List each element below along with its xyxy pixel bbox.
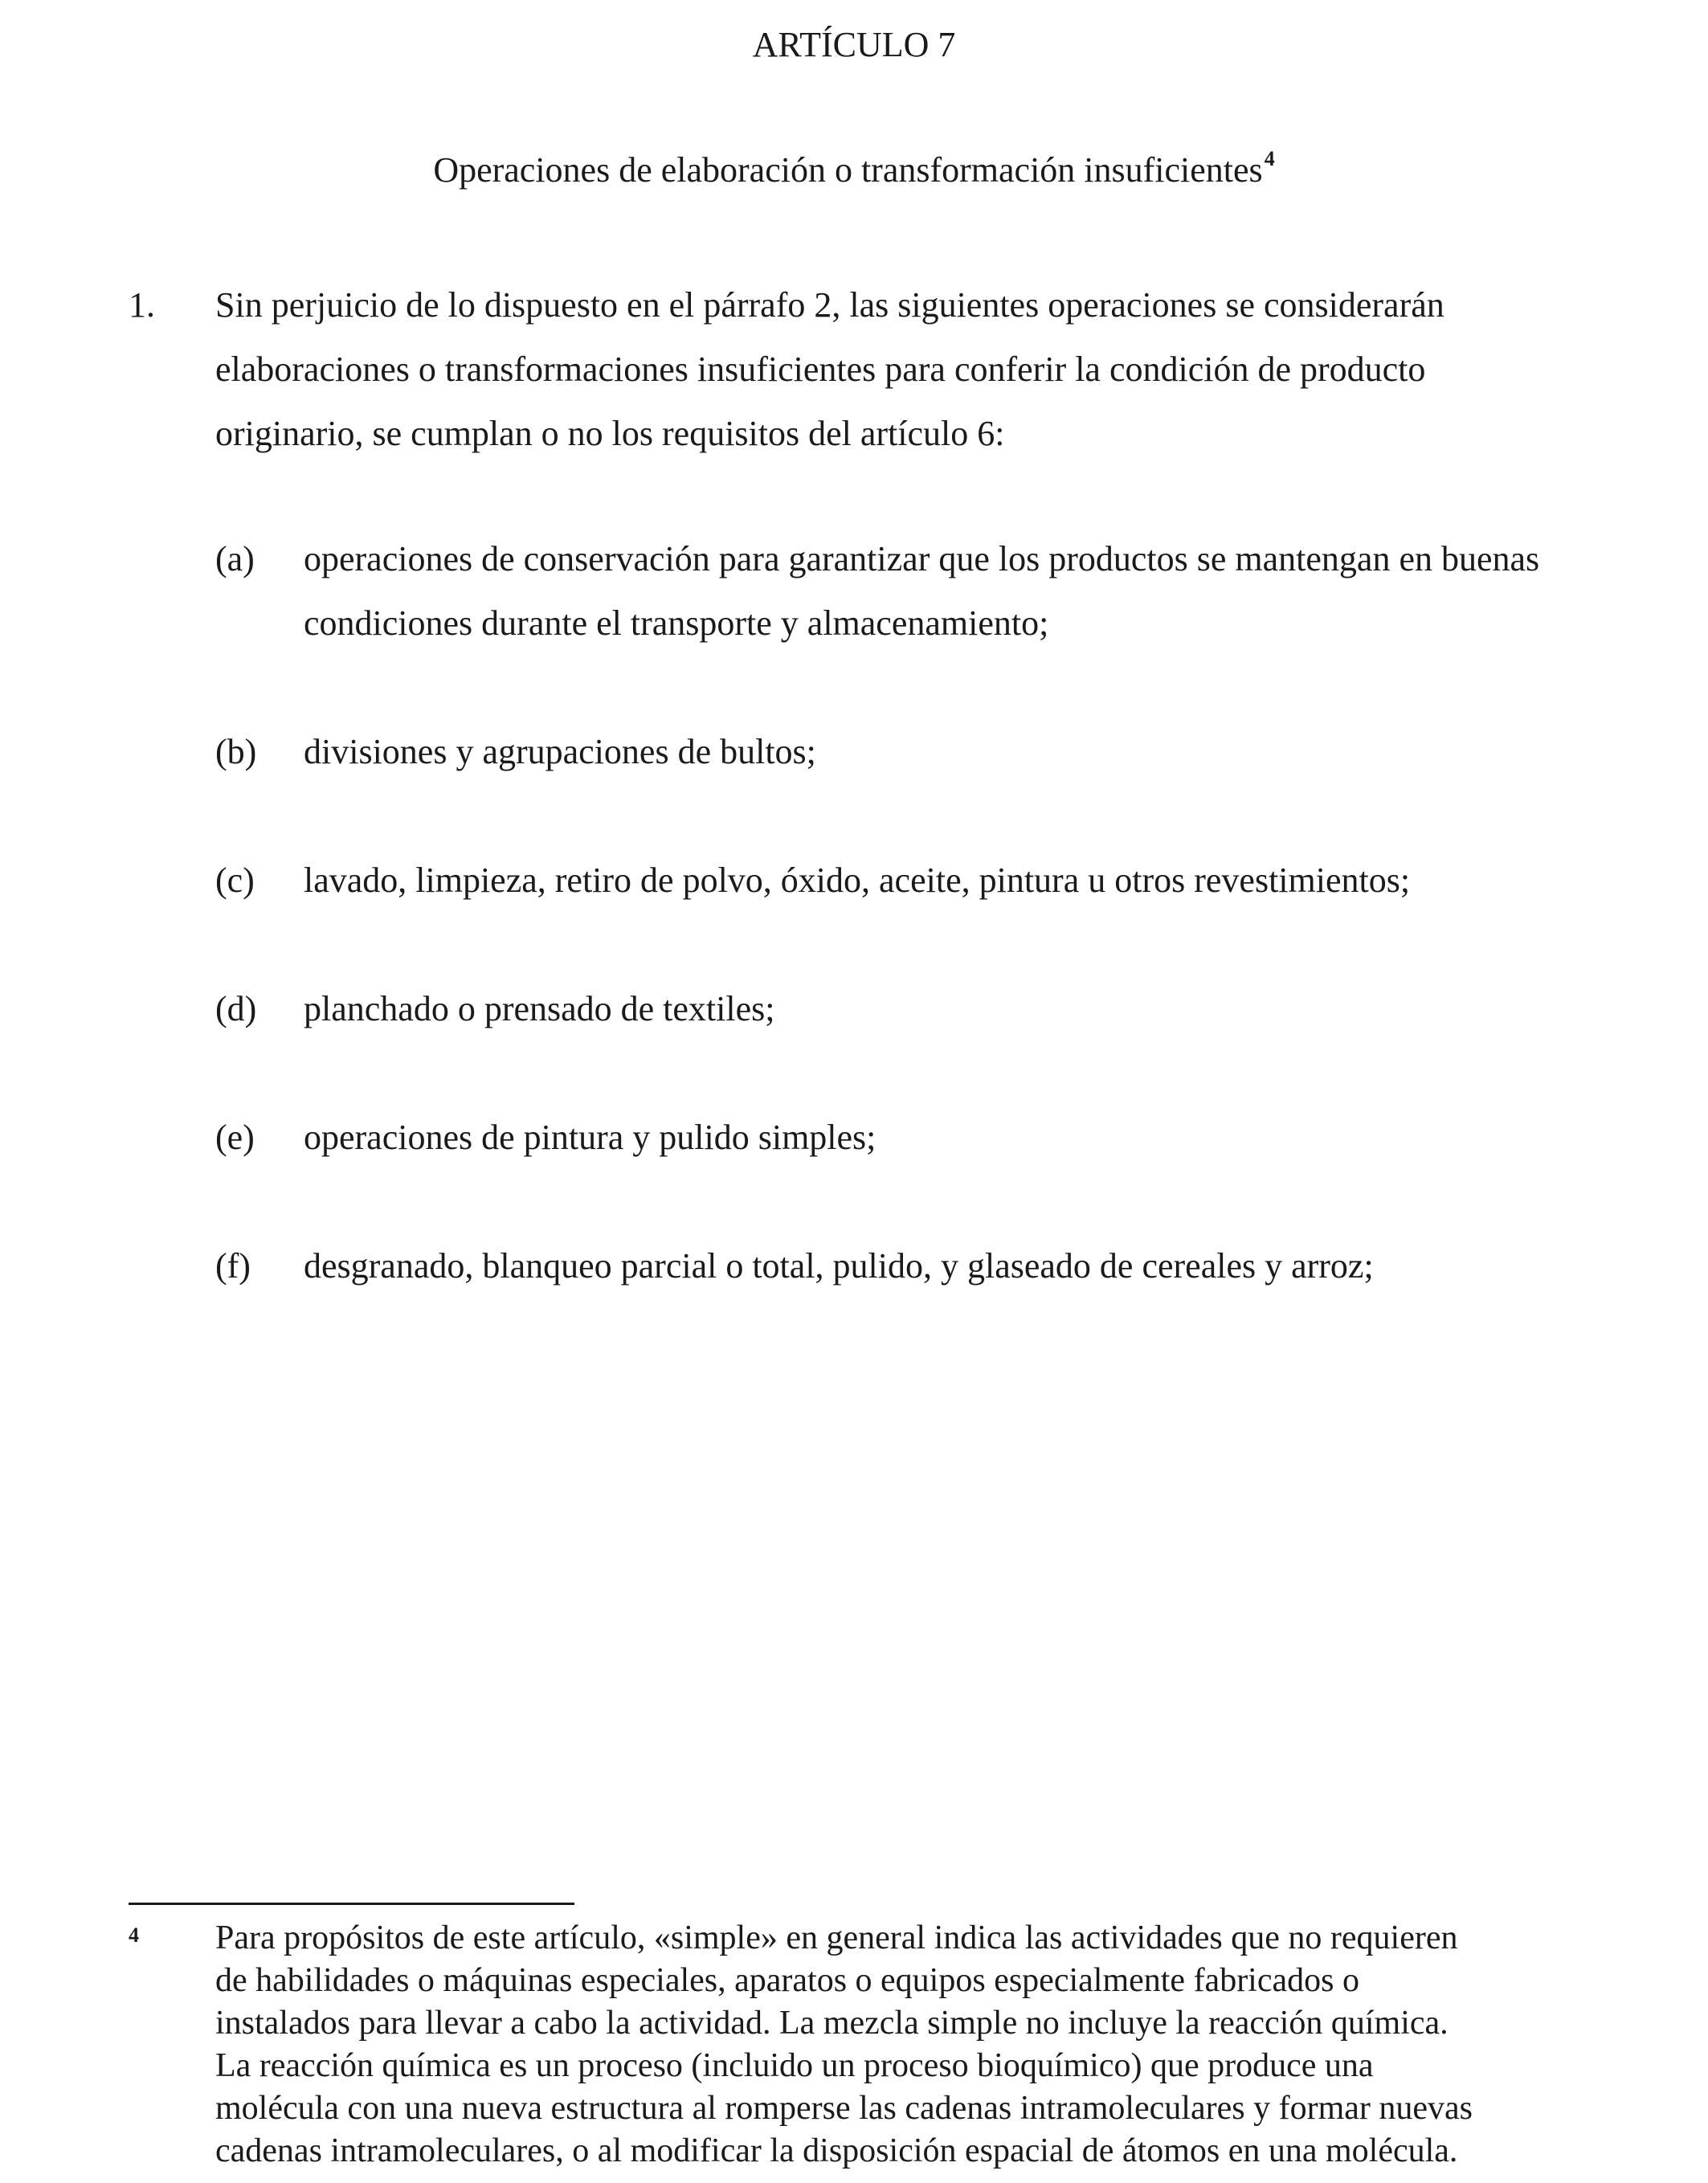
footnote-reference[interactable]: 4 <box>1264 147 1275 170</box>
footnote-line: cadenas intramoleculares, o al modificar la disposición espacial de átomos en una molécula. <box>215 2132 1458 2169</box>
list-item-text <box>304 1106 1629 1170</box>
list-item-marker: (f) <box>215 1246 251 1286</box>
list-item-line: condiciones durante el transporte y almacenamiento; <box>304 603 1049 643</box>
list-item-text <box>304 848 1629 913</box>
list-item-text <box>304 527 1629 656</box>
article-title-text: Operaciones de elaboración o transformación insuficientes <box>433 150 1263 190</box>
article-title <box>0 145 1708 201</box>
list-item-marker: (a) <box>215 539 255 578</box>
paragraph-line: Sin perjuicio de lo dispuesto en el párrafo 2, las siguientes operaciones se considerarán <box>215 285 1444 325</box>
footnote-line: molécula con una nueva estructura al romperse las cadenas intramoleculares y formar nuevas <box>215 2090 1473 2127</box>
footnote-text <box>215 1917 1613 2173</box>
list-item-marker: (c) <box>215 861 255 900</box>
list-item-text <box>304 977 1629 1041</box>
list-item-line: lavado, limpieza, retiro de polvo, óxido, aceite, pintura u otros revestimientos; <box>304 861 1411 900</box>
paragraph-text <box>215 273 1597 466</box>
footnote-number: 4 <box>129 1923 139 1947</box>
article-heading: ARTÍCULO 7 <box>752 25 956 64</box>
list-item-line: planchado o prensado de textiles; <box>304 989 775 1028</box>
list-item-marker: (e) <box>215 1118 255 1157</box>
paragraph-number: 1. <box>129 285 155 325</box>
list-item-marker: (d) <box>215 989 257 1028</box>
paragraph-line: elaboraciones o transformaciones insuficientes para conferir la condición de producto <box>215 350 1426 389</box>
footnote-line: Para propósitos de este artículo, «simple» en general indica las actividades que no requieren <box>215 1919 1458 1956</box>
footnote-line: La reacción química es un proceso (incluido un proceso bioquímico) que produce una <box>215 2047 1374 2084</box>
footnote-separator <box>129 1903 574 1905</box>
list-item-line: operaciones de pintura y pulido simples; <box>304 1118 876 1157</box>
paragraph-line: originario, se cumplan o no los requisitos del artículo 6: <box>215 414 1005 453</box>
list-item-line: desgranado, blanqueo parcial o total, pulido, y glaseado de cereales y arroz; <box>304 1246 1374 1286</box>
list-item-marker: (b) <box>215 732 257 771</box>
list-item-line: divisiones y agrupaciones de bultos; <box>304 732 816 771</box>
list-item-text <box>304 1234 1629 1298</box>
list-item-line: operaciones de conservación para garantizar que los productos se mantengan en buenas <box>304 539 1540 578</box>
footnote-line: instalados para llevar a cabo la actividad. La mezcla simple no incluye la reacción química. <box>215 2005 1449 2042</box>
list-item-text <box>304 720 1629 784</box>
footnote-line: de habilidades o máquinas especiales, aparatos o equipos especialmente fabricados o <box>215 1962 1359 1999</box>
